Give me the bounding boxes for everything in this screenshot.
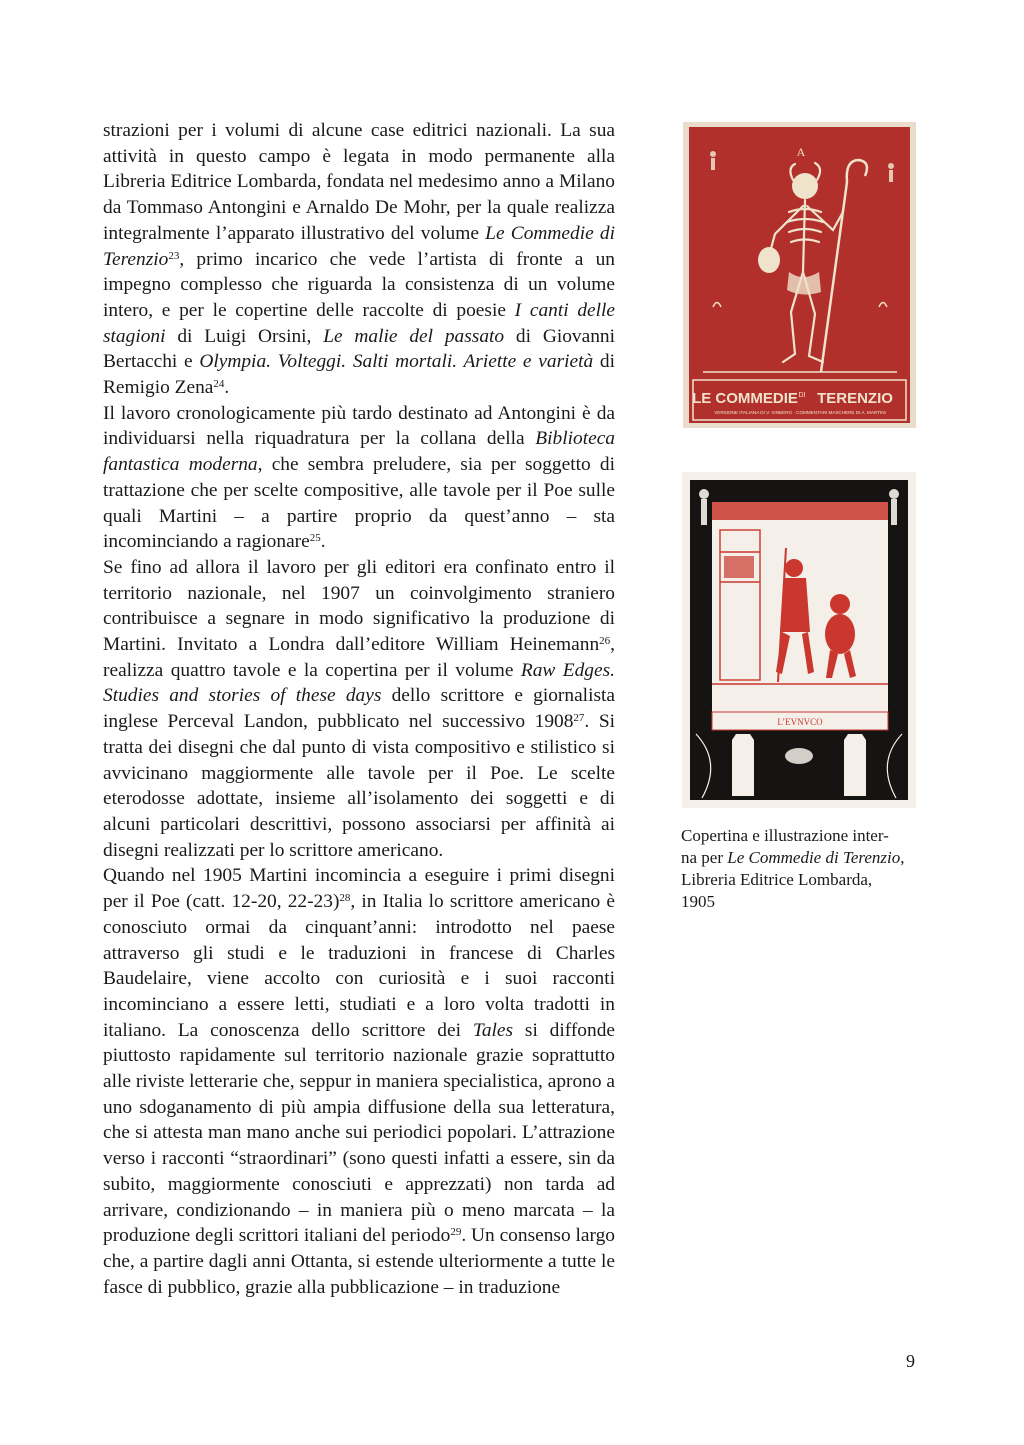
cover-red-field xyxy=(689,127,910,423)
footnote-reference: 29 xyxy=(450,1226,462,1239)
text-run: , che sembra preludere, sia per soggetto di trattazione che per scelte compositive, alle tavole per il Poe sulle quali Martini – a partire proprio da quest’anno – sta incominciando a ragionare xyxy=(103,454,615,553)
text-run: di Remigio Zena xyxy=(103,351,615,399)
italic-title: Le Commedie di Terenzio xyxy=(103,222,615,270)
body-paragraph xyxy=(103,118,615,401)
footnote-reference: 25 xyxy=(309,532,321,545)
main-body-text xyxy=(103,118,615,1300)
body-paragraph xyxy=(103,555,615,863)
cover-title-left: LE COMMEDIE xyxy=(692,390,798,407)
italic-title: Raw Edges. Studies and stories of these days xyxy=(103,659,615,707)
text-run: di Luigi Orsini, xyxy=(165,325,324,347)
text-run: . xyxy=(320,531,326,553)
cover-subtitle: VERSIONE ITALIANA DI V. VINBERG · COMMENTARI MASCHERE DI A. MARTINI xyxy=(714,410,886,415)
italic-title: I canti delle stagioni xyxy=(103,299,616,347)
footnote-reference: 27 xyxy=(573,712,585,725)
mask-shape xyxy=(758,247,780,273)
text-run: . Si tratta dei disegni che dal punto di vista compositivo e stilistico si avvicinano maggiormente alle tavole per il Poe. Le scelte eterodosse adottate, insieme all’isolamento dei soggetti e di alcuni particolari descrittivi, possono associarsi per affinità ai disegni realizzati per lo scrittore americano. xyxy=(103,711,615,861)
caption-line xyxy=(681,869,917,891)
figure-caption xyxy=(681,825,917,913)
text-run: , realizza quattro tavole e la copertina per il volume xyxy=(103,634,615,681)
cover-image-le-commedie-di-terenzio xyxy=(683,122,916,428)
footnote-reference: 28 xyxy=(339,892,351,905)
cover-title-right: TERENZIO xyxy=(817,390,893,407)
body-paragraph xyxy=(103,863,615,1300)
caption-line xyxy=(681,847,917,869)
text-run: Se fino ad allora il lavoro per gli editori era confinato entro il territorio nazionale, nel 1907 un coinvolgimento straniero contribuisce a segnare in modo significativo la produzione di Martini. Invitato a Londra dall’editore William Heinemann xyxy=(103,556,615,656)
caption-line xyxy=(681,891,917,913)
cover-top-letter: A xyxy=(796,145,806,159)
caption-text: 1905 xyxy=(681,892,715,911)
text-run: . xyxy=(224,377,230,399)
caption-italic-title: Le Commedie di Terenzio xyxy=(727,848,901,867)
illustration-image-eunuco xyxy=(682,472,916,808)
text-run: strazioni per i volumi di alcune case editrici nazionali. La sua attività in questo campo è legata in modo permanente alla Libreria Editrice Lombarda, fondata nel medesimo anno a Milano da Tommaso Antongini e Arnaldo De Mohr, per la quale realizza integralmente l’apparato illustrativo del volume xyxy=(103,120,615,244)
caption-text: Libreria Editrice Lombarda, xyxy=(681,870,873,889)
illustration-drawing xyxy=(682,472,916,808)
caption-text: na per xyxy=(681,848,728,867)
text-run: , in Italia lo scrittore americano è conosciuto ormai da cinquant’anni: introdotto nel paese attraverso gli studi e le traduzioni in francese di Charles Baudelaire, viene accolto con curiosità e i suoi racconti incominciano a essere letti, studiati e a loro volta tradotti in italiano. La conoscenza dello scrittore dei xyxy=(103,891,616,1041)
footnote-reference: 26 xyxy=(599,635,611,648)
text-run: , primo incarico che vede l’artista di fronte a un impegno complesso che riguarda la consistenza di un volume intero, e per le copertine delle raccolte di poesie xyxy=(103,248,615,321)
text-run: di Giovanni Bertacchi e xyxy=(103,325,616,373)
footnote-reference: 23 xyxy=(168,249,180,262)
italic-title: Olympia. Volteggi. Salti mortali. Ariette e varietà xyxy=(199,351,594,373)
caption-line xyxy=(681,825,917,847)
caption-text: Copertina e illustrazione inter- xyxy=(681,826,889,845)
illustration-panel-label: L’EVNVCO xyxy=(777,717,823,727)
text-run: Quando nel 1905 Martini incomincia a eseguire i primi disegni per il Poe (catt. 12-20, 22-23) xyxy=(103,865,615,913)
italic-title: Biblioteca fantastica moderna xyxy=(103,428,615,476)
text-run: Il lavoro cronologicamente più tardo destinato ad Antongini è da individuarsi nella riquadratura per la collana della xyxy=(103,402,615,450)
footnote-reference: 24 xyxy=(213,378,225,391)
caption-punctuation: , xyxy=(900,848,905,867)
text-run: . Un consenso largo che, a partire dagli anni Ottanta, si estende ulteriormente a tutte le fasce di pubblico, grazie alla pubblicazione – in traduzione xyxy=(103,1225,615,1298)
italic-title: Tales xyxy=(472,1019,514,1041)
page-number: 9 xyxy=(906,1351,915,1371)
text-run: dello scrittore e giornalista inglese Perceval Landon, pubblicato nel successivo 1908 xyxy=(103,685,615,733)
italic-title: Le malie del passato xyxy=(323,325,505,347)
cover-title-mid: DI xyxy=(798,392,806,399)
body-paragraph xyxy=(103,401,615,555)
cover-illustration-drawing xyxy=(683,122,916,428)
text-run: si diffonde piuttosto rapidamente sul territorio nazionale grazie soprattutto alle riviste letterarie che, seppur in maniera specialistica, aprono a uno sdoganamento di più ampia diffusione della sua letteratura, che si attesta man mano anche sui periodici popolari. L’attrazione verso i racconti “straordinari” (sono questi infatti a essere, sin da subito, maggiormente conosciuti e apprezzati) non tarda ad arrivare, condizionando – in maniera più o meno marcata – la produzione degli scrittori italiani del periodo xyxy=(103,1019,616,1247)
